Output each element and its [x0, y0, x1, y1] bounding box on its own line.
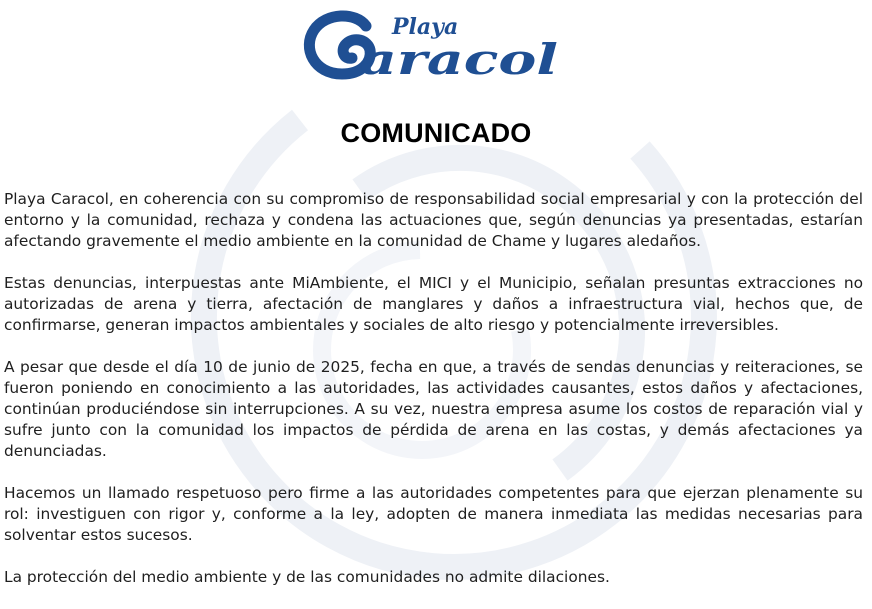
logo-large-text: aracol [360, 35, 558, 84]
playa-caracol-logo [300, 4, 566, 84]
paragraph-4: Hacemos un llamado respetuoso pero firme a las autoridades competentes para que ejerzan plenamente su rol: investiguen con rigor y, conforme a la ley, adopten de manera inmediata las medidas necesarias para solventar estos sucesos. [4, 484, 863, 544]
caracol-swirl-logo-icon [300, 4, 566, 84]
logo-small-text: Playa [392, 14, 459, 40]
page-title: COMUNICADO [340, 118, 532, 148]
paragraph-1: Playa Caracol, en coherencia con su compromiso de responsabilidad social empresarial y con la protección del entorno y la comunidad, rechaza y condena las actuaciones que, según denuncias ya presentadas, estarían afectando gravemente el medio ambiente en la comunidad de Chame y lugares aledaños. [4, 190, 863, 250]
paragraph-3: A pesar que desde el día 10 de junio de 2025, fecha en que, a través de sendas denuncias y reiteraciones, se fueron poniendo en conocimiento a las autoridades, las actividades causantes, estos daños y afectaciones, continúan produciéndose sin interrupciones. A su vez, nuestra empresa asume los costos de reparación vial y sufre junto con la comunidad los impactos de pérdida de arena en las costas, y demás afectaciones ya denunciadas. [4, 358, 863, 460]
paragraph-2: Estas denuncias, interpuestas ante MiAmbiente, el MICI y el Municipio, señalan presuntas extracciones no autorizadas de arena y tierra, afectación de manglares y daños a infraestructura vial, hechos que, de confirmarse, generan impactos ambientales y sociales de alto riesgo y potencialmente irreversibles. [4, 274, 863, 334]
statement-body [4, 189, 863, 609]
paragraph-5: La protección del medio ambiente y de las comunidades no admite dilaciones. [4, 568, 610, 586]
